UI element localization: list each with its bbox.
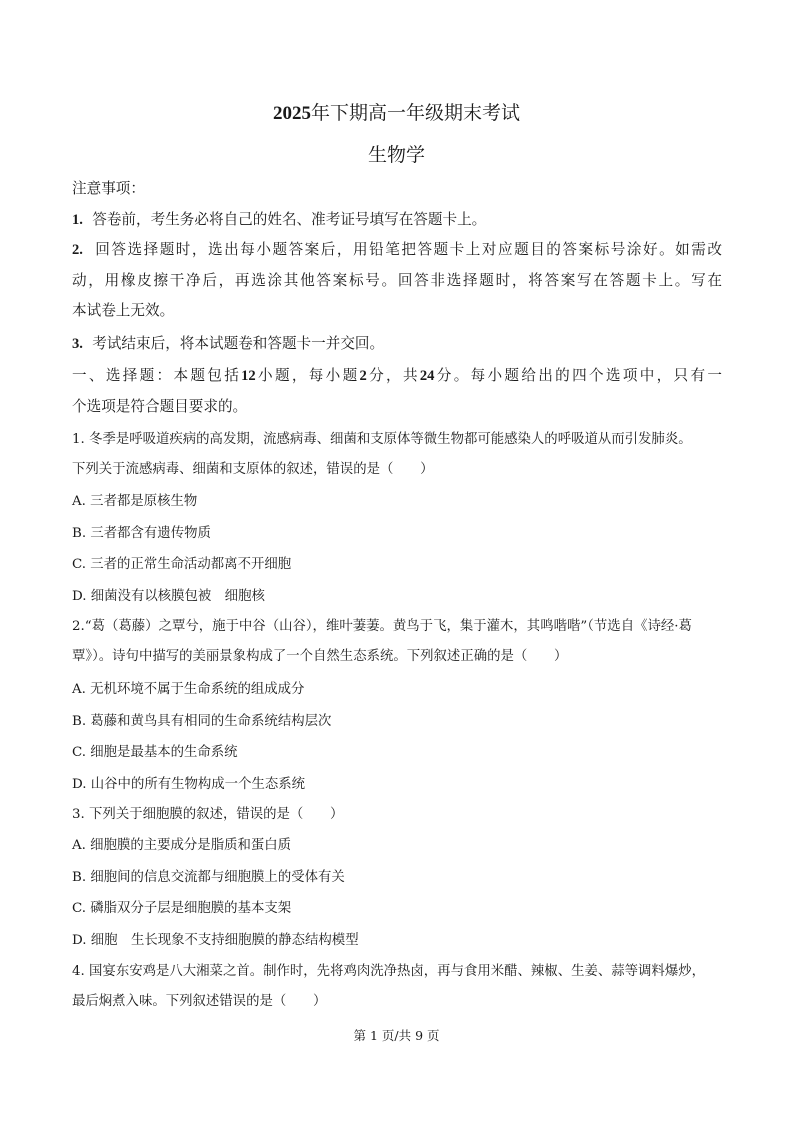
note-item-2-line-3: 本试卷上无效。 xyxy=(72,302,175,319)
option: A. 三者都是原核生物 xyxy=(72,494,198,509)
subject-title: 生物学 xyxy=(367,144,425,166)
title-text: 年下期高一年级期末考试 xyxy=(310,102,520,124)
option: C. 三者的正常生命活动都离不开细胞 xyxy=(72,557,292,572)
option: B. 葛藤和黄鸟具有相同的生命系统结构层次 xyxy=(72,714,332,729)
question-count: 12 xyxy=(241,368,256,384)
points-total: 24 xyxy=(419,368,435,384)
note-number: 2. xyxy=(72,242,83,258)
question-stem: 覃》）。诗句中描写的美丽景象构成了一个自然生态系统。下列叙述正确的是（ ） xyxy=(72,649,568,664)
note-number: 3. xyxy=(72,336,83,352)
note-item-3 xyxy=(72,332,722,353)
option: C. 细胞是最基本的生命系统 xyxy=(72,745,238,760)
section-intro-text: 一、选择题：本题包括 xyxy=(72,367,242,384)
option: B. 三者都含有遗传物质 xyxy=(72,526,211,541)
note-text: 考试结束后，将本试题卷和答题卡一并交回。 xyxy=(92,335,385,352)
question-stem: 4. 国宴东安鸡是八大湘菜之首。制作时，先将鸡肉洗净热卤，再与食用米醋、辣椒、生姜、蒜等调料爆炒， xyxy=(72,964,705,979)
note-item-1 xyxy=(72,208,722,229)
note-text: 答卷前，考生务必将自己的姓名、准考证号填写在答题卡上。 xyxy=(92,211,487,228)
note-number: 1. xyxy=(72,212,83,228)
section-intro-line-2: 个选项是符合题目要求的。 xyxy=(72,398,248,415)
section-intro xyxy=(72,364,722,385)
question-stem: 1. 冬季是呼吸道疾病的高发期，流感病毒、细菌和支原体等微生物都可能感染人的呼吸道从而引发肺炎。 xyxy=(72,432,692,447)
section-intro-text: 分，共 xyxy=(366,367,420,384)
page-footer: 第 1 页/共 9 页 xyxy=(353,1028,440,1043)
option: A. 无机环境不属于生命系统的组成成分 xyxy=(72,682,305,697)
note-item-2 xyxy=(72,238,722,259)
option: D. 细胞 生长现象不支持细胞膜的静态结构模型 xyxy=(72,933,359,948)
option: D. 山谷中的所有生物构成一个生态系统 xyxy=(72,777,306,792)
points-each: 2 xyxy=(359,368,367,384)
option: C. 磷脂双分子层是细胞膜的基本支架 xyxy=(72,901,292,916)
option: D. 细菌没有以核膜包被 细胞核 xyxy=(72,589,265,604)
note-text: 回答选择题时，选出每小题答案后，用铅笔把答题卡上对应题目的答案标号涂好。如需改 xyxy=(95,241,722,258)
title-year: 2025 xyxy=(272,103,311,124)
question-stem: 2.“葛（葛藤）之覃兮，施于中谷（山谷），维叶萋萋。黄鸟于飞，集于灌木，其鸣喈喈”（节选自《诗经·葛 xyxy=(72,619,692,634)
section-intro-text: 小题，每小题 xyxy=(255,367,360,384)
exam-title xyxy=(0,98,793,125)
question-stem: 最后焖煮入味。下列叙述错误的是（ ） xyxy=(72,994,327,1009)
question-stem: 下列关于流感病毒、细菌和支原体的叙述，错误的是（ ） xyxy=(72,462,434,477)
question-stem: 3. 下列关于细胞膜的叙述，错误的是（ ） xyxy=(72,807,344,822)
notes-heading: 注意事项： xyxy=(72,180,145,197)
option: B. 细胞间的信息交流都与细胞膜上的受体有关 xyxy=(72,870,345,885)
section-intro-text: 分。每小题给出的四个选项中，只有一 xyxy=(434,367,722,384)
note-item-2-line-2: 动，用橡皮擦干净后，再选涂其他答案标号。回答非选择题时，将答案写在答题卡上。写在 xyxy=(72,272,722,289)
option: A. 细胞膜的主要成分是脂质和蛋白质 xyxy=(72,838,292,853)
